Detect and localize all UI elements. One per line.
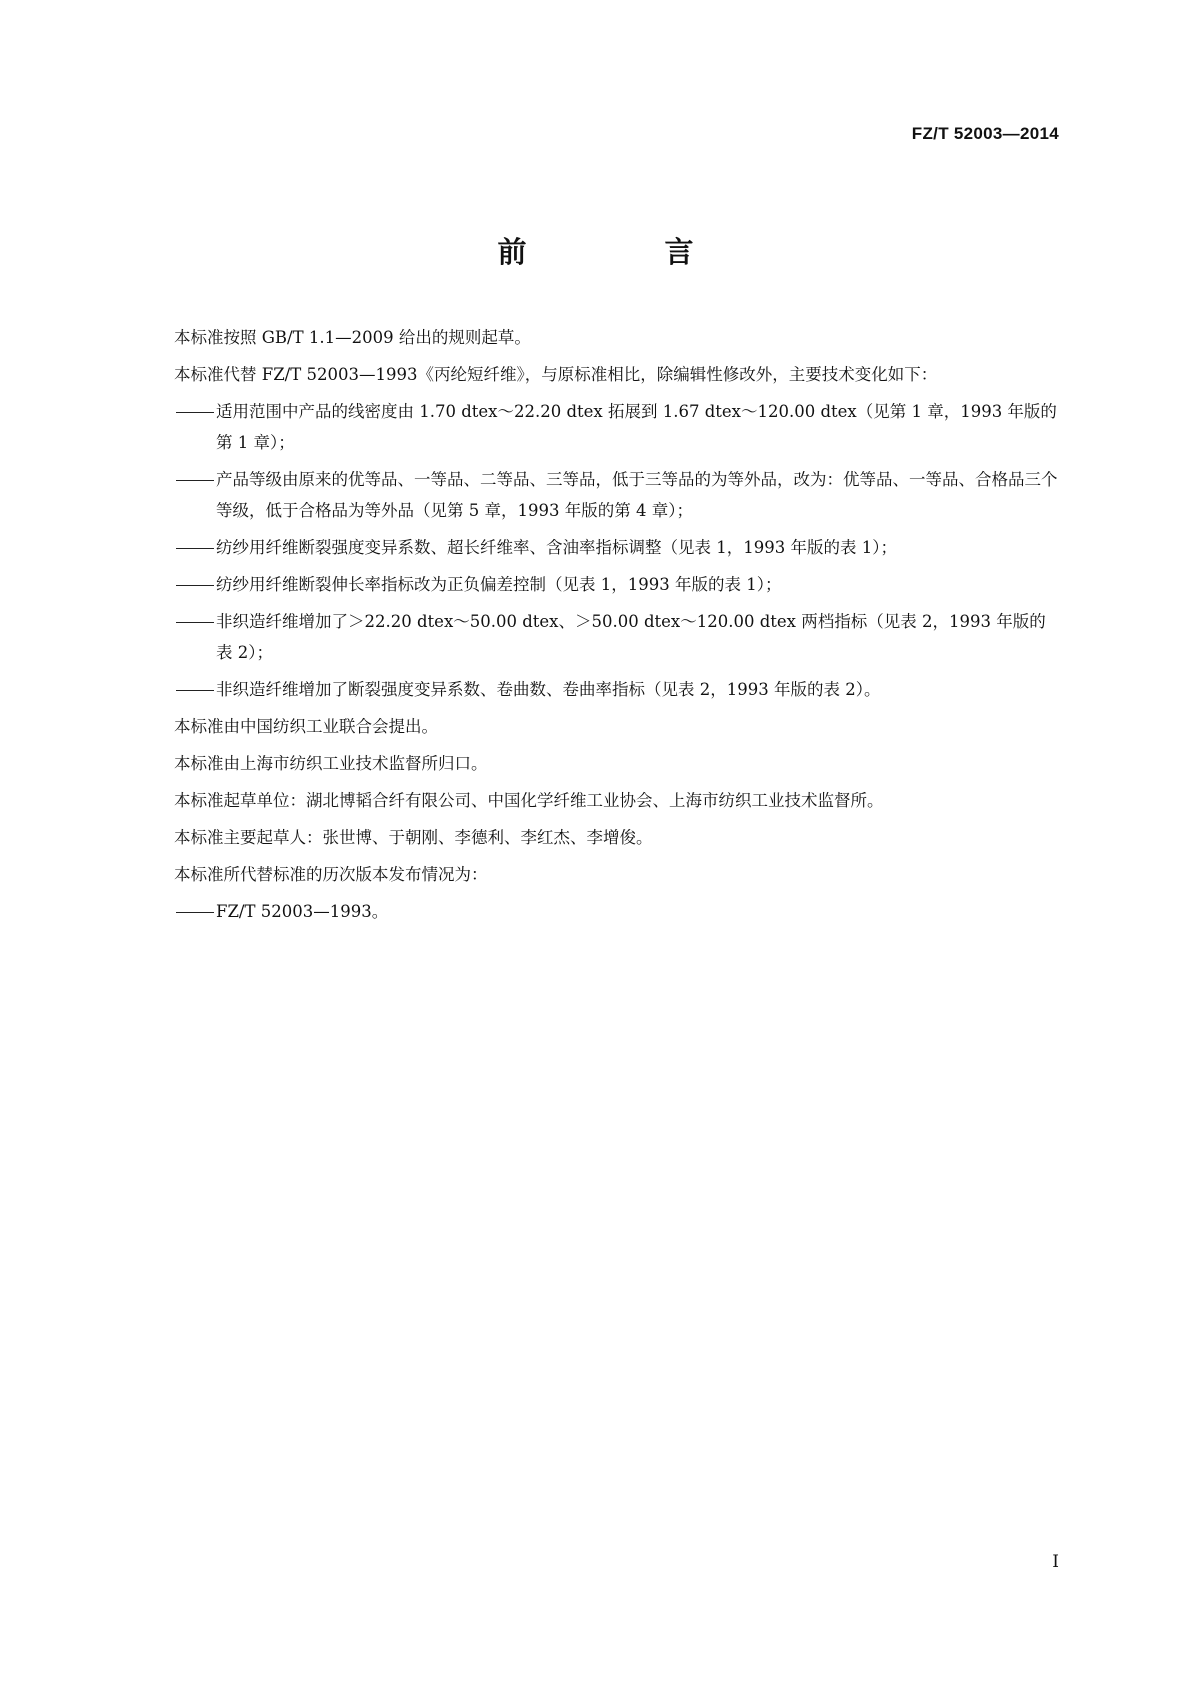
list-item-text: 非织造纤维增加了断裂强度变异系数、卷曲数、卷曲率指标（见表 2，1993 年版的表 2）。 bbox=[216, 680, 881, 699]
paragraph-replacement: 本标准代替 FZ/T 52003—1993《丙纶短纤维》，与原标准相比，除编辑性修改外，主要技术变化如下： bbox=[174, 365, 938, 384]
dash-marker bbox=[174, 896, 216, 927]
list-item-text: 纺纱用纤维断裂伸长率指标改为正负偏差控制（见表 1，1993 年版的表 1）； bbox=[216, 575, 782, 594]
list-item-change bbox=[132, 674, 1060, 705]
list-item-text: FZ/T 52003—1993。 bbox=[216, 902, 389, 921]
page-title: 前 言 bbox=[497, 235, 758, 269]
paragraph-history-intro: 本标准所代替标准的历次版本发布情况为： bbox=[174, 865, 488, 884]
dash-marker bbox=[174, 606, 216, 637]
list-item-history bbox=[132, 896, 1060, 927]
dash-marker bbox=[174, 464, 216, 495]
document-body bbox=[132, 322, 1060, 933]
dash-marker bbox=[174, 569, 216, 600]
dash-marker bbox=[174, 532, 216, 563]
page-number: I bbox=[1052, 1552, 1059, 1572]
list-item-text: 非织造纤维增加了＞22.20 dtex～50.00 dtex、＞50.00 dtex～120.00 dtex 两档指标（见表 2，1993 年版的表 2）； bbox=[216, 612, 1046, 662]
list-item-change bbox=[132, 532, 1060, 563]
paragraph-drafters: 本标准主要起草人：张世博、于朝刚、李德利、李红杰、李增俊。 bbox=[174, 828, 653, 847]
list-item-change bbox=[132, 396, 1060, 458]
paragraph-drafting-units: 本标准起草单位：湖北博韬合纤有限公司、中国化学纤维工业协会、上海市纺织工业技术监督所。 bbox=[174, 791, 884, 810]
document-code: FZ/T 52003—2014 bbox=[911, 124, 1059, 143]
list-item-change bbox=[132, 569, 1060, 600]
list-item-text: 适用范围中产品的线密度由 1.70 dtex～22.20 dtex 拓展到 1.67 dtex～120.00 dtex（见第 1 章，1993 年版的第 1 章）； bbox=[216, 402, 1057, 452]
dash-marker bbox=[174, 674, 216, 705]
list-item-change bbox=[132, 606, 1060, 668]
paragraph-proposer: 本标准由中国纺织工业联合会提出。 bbox=[174, 717, 438, 736]
paragraph-drafting-rules: 本标准按照 GB/T 1.1—2009 给出的规则起草。 bbox=[174, 328, 531, 347]
list-item-change bbox=[132, 464, 1060, 526]
paragraph-responsible: 本标准由上海市纺织工业技术监督所归口。 bbox=[174, 754, 488, 773]
list-item-text: 纺纱用纤维断裂强度变异系数、超长纤维率、含油率指标调整（见表 1，1993 年版的表 1）； bbox=[216, 538, 897, 557]
list-item-text: 产品等级由原来的优等品、一等品、二等品、三等品，低于三等品的为等外品，改为：优等品、一等品、合格品三个等级，低于合格品为等外品（见第 5 章，1993 年版的第 4 章）； bbox=[216, 470, 1058, 520]
dash-marker bbox=[174, 396, 216, 427]
